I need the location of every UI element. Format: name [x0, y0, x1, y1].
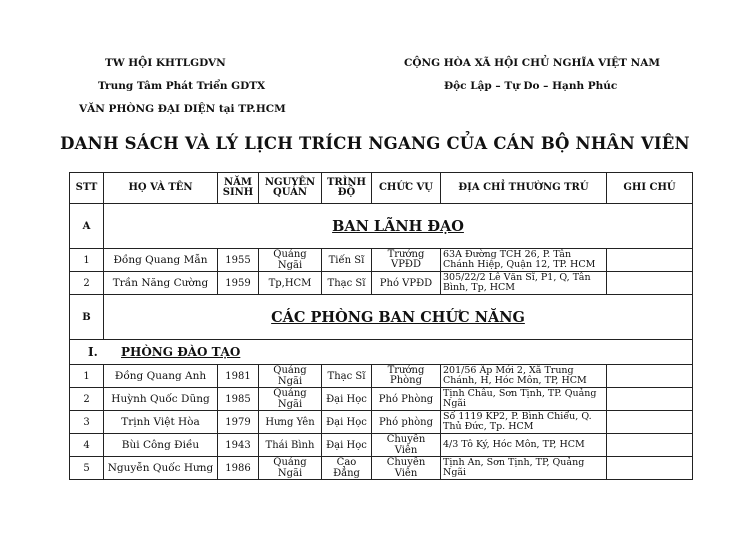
cell-note — [607, 457, 693, 480]
cell-address: 201/56 Ấp Mới 2, Xã Trung Chánh, H, Hóc Môn, TP, HCM — [441, 365, 607, 388]
cell-name: Bùi Công Điều — [104, 434, 218, 457]
cell-level: Đại Học — [322, 434, 372, 457]
cell-position: Phó VPĐD — [372, 272, 441, 295]
cell-note — [607, 411, 693, 434]
cell-level: Đại Học — [322, 411, 372, 434]
col-header-stt: STT — [70, 173, 104, 204]
cell-position: Chuyên Viên — [372, 434, 441, 457]
cell-level: Đại Học — [322, 388, 372, 411]
cell-origin: Quảng Ngãi — [259, 457, 322, 480]
cell-name: Đồng Quang Anh — [104, 365, 218, 388]
cell-stt: 3 — [70, 411, 104, 434]
cell-year: 1981 — [218, 365, 259, 388]
center-name: Trung Tâm Phát Triển GDTX — [98, 80, 266, 92]
table-row — [70, 457, 693, 480]
cell-position: Phó phòng — [372, 411, 441, 434]
cell-address: 305/22/2 Lê Văn Sĩ, P1, Q, Tân Bình, Tp, HCM — [441, 272, 607, 295]
cell-stt: 2 — [70, 388, 104, 411]
cell-year: 1959 — [218, 272, 259, 295]
subsection-row-i — [70, 340, 693, 365]
cell-position: Chuyên Viên — [372, 457, 441, 480]
cell-stt: 1 — [70, 365, 104, 388]
cell-position: Trưởng VPĐD — [372, 249, 441, 272]
section-title: BAN LÃNH ĐẠO — [104, 204, 693, 249]
cell-level: Thạc Sĩ — [322, 272, 372, 295]
org-name: TW HỘI KHTLGDVN — [105, 57, 226, 69]
cell-year: 1979 — [218, 411, 259, 434]
cell-address: Tịnh An, Sơn Tịnh, TP, Quảng Ngãi — [441, 457, 607, 480]
cell-note — [607, 249, 693, 272]
subsection-code: I. — [88, 345, 98, 359]
cell-note — [607, 365, 693, 388]
cell-position: Phó Phòng — [372, 388, 441, 411]
cell-address: Tịnh Châu, Sơn Tịnh, TP. Quảng Ngãi — [441, 388, 607, 411]
national-motto: Độc Lập – Tự Do – Hạnh Phúc — [444, 80, 618, 92]
cell-level: Cao Đẳng — [322, 457, 372, 480]
table-header-row — [70, 173, 693, 204]
subsection-cell — [70, 340, 693, 365]
cell-stt: 4 — [70, 434, 104, 457]
cell-address: 63A Đường TCH 26, P. Tân Chánh Hiệp, Quận 12, TP. HCM — [441, 249, 607, 272]
table-row — [70, 272, 693, 295]
document-title: DANH SÁCH VÀ LÝ LỊCH TRÍCH NGANG CỦA CÁN BỘ NHÂN VIÊN — [60, 134, 690, 153]
cell-origin: Quảng Ngãi — [259, 365, 322, 388]
table-row — [70, 365, 693, 388]
cell-stt: 5 — [70, 457, 104, 480]
col-header-origin: NGUYÊN QUÁN — [259, 173, 322, 204]
cell-origin: Quảng Ngãi — [259, 388, 322, 411]
col-header-name: HỌ VÀ TÊN — [104, 173, 218, 204]
col-header-year: NĂM SINH — [218, 173, 259, 204]
cell-name: Trịnh Việt Hòa — [104, 411, 218, 434]
subsection-title: PHÒNG ĐÀO TẠO — [120, 345, 241, 359]
col-header-level: TRÌNH ĐỘ — [322, 173, 372, 204]
cell-address: Số 1119 KP2, P. Bình Chiểu, Q. Thủ Đức, Tp. HCM — [441, 411, 607, 434]
section-code: A — [70, 204, 104, 249]
cell-level: Tiến Sĩ — [322, 249, 372, 272]
table-row — [70, 411, 693, 434]
cell-note — [607, 272, 693, 295]
cell-position: Trưởng Phòng — [372, 365, 441, 388]
cell-name: Trần Năng Cường — [104, 272, 218, 295]
cell-address: 4/3 Tô Ký, Hóc Môn, TP, HCM — [441, 434, 607, 457]
section-title: CÁC PHÒNG BAN CHỨC NĂNG — [104, 295, 693, 340]
staff-table — [69, 172, 693, 480]
cell-name: Huỳnh Quốc Dũng — [104, 388, 218, 411]
cell-origin: Tp,HCM — [259, 272, 322, 295]
cell-origin: Thái Bình — [259, 434, 322, 457]
section-code: B — [70, 295, 104, 340]
table-row — [70, 434, 693, 457]
col-header-position: CHỨC VỤ — [372, 173, 441, 204]
country-name: CỘNG HÒA XÃ HỘI CHỦ NGHĨA VIỆT NAM — [404, 57, 660, 69]
cell-note — [607, 388, 693, 411]
col-header-address: ĐỊA CHỈ THƯỜNG TRÚ — [441, 173, 607, 204]
section-row-b — [70, 295, 693, 340]
cell-origin: Hưng Yên — [259, 411, 322, 434]
cell-year: 1943 — [218, 434, 259, 457]
cell-name: Nguyễn Quốc Hưng — [104, 457, 218, 480]
cell-stt: 2 — [70, 272, 104, 295]
office-name: VĂN PHÒNG ĐẠI DIỆN tại TP.HCM — [79, 103, 286, 115]
table-row — [70, 249, 693, 272]
cell-note — [607, 434, 693, 457]
cell-level: Thạc Sĩ — [322, 365, 372, 388]
table-row — [70, 388, 693, 411]
cell-name: Đồng Quang Mẫn — [104, 249, 218, 272]
cell-origin: Quảng Ngãi — [259, 249, 322, 272]
cell-year: 1985 — [218, 388, 259, 411]
col-header-note: GHI CHÚ — [607, 173, 693, 204]
cell-stt: 1 — [70, 249, 104, 272]
cell-year: 1955 — [218, 249, 259, 272]
section-row-a — [70, 204, 693, 249]
cell-year: 1986 — [218, 457, 259, 480]
